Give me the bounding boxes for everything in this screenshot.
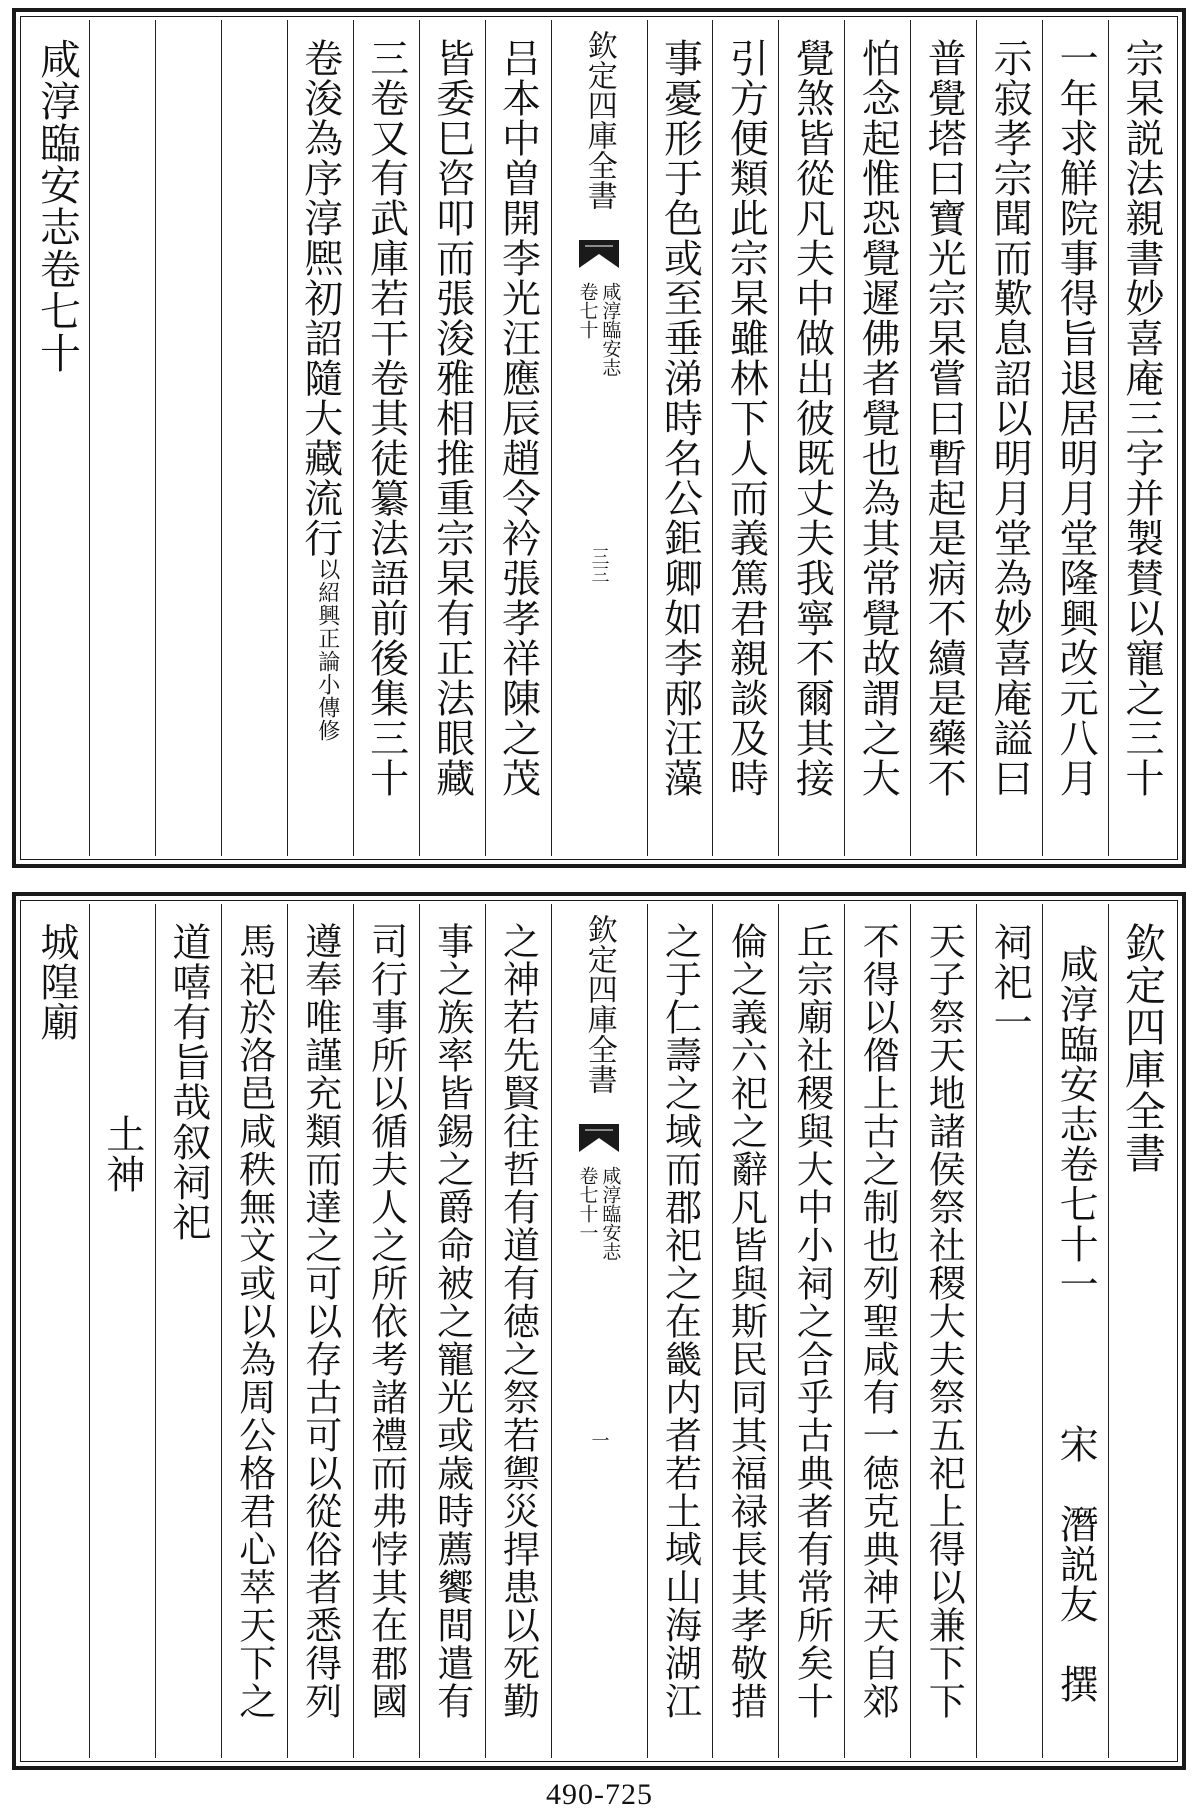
text-column (353, 904, 419, 1758)
text-column (844, 904, 910, 1758)
column-text: 宗杲説法親書妙喜庵三字并製賛以寵之三十 (1119, 38, 1165, 798)
column-text: 天子祭天地諸侯祭社稷大夫祭五祀上得以兼下下 (922, 922, 966, 1720)
page-gutter (551, 20, 647, 856)
text-column (419, 20, 485, 856)
column-text: 之神若先賢往哲有道有徳之祭若禦災捍患以死勤 (496, 922, 540, 1720)
text-column (976, 904, 1042, 1758)
text-column (155, 20, 221, 856)
column-text: 事之族率皆錫之爵命被之寵光或歳時薦饗間遣有 (430, 922, 474, 1720)
text-column (155, 904, 221, 1758)
column-text: 馬祀於洛邑咸秩無文或以為周公格君心萃天下之 (232, 922, 276, 1720)
gutter-book-title: 咸淳臨安志 (599, 1166, 622, 1261)
inline-annotation: 以紹興正論小傳修 (314, 558, 340, 742)
text-column (24, 904, 89, 1758)
column-text: 皆委巳咨叩而張浚雅相推重宗杲有正法眼藏 (429, 38, 475, 798)
column-text: 丘宗廟社稷與大中小祠之合乎古典者有常所矣十 (790, 922, 834, 1720)
bottom-page-columns (24, 904, 1174, 1758)
text-column (353, 20, 419, 856)
text-column (221, 904, 287, 1758)
column-text: 事憂形于色或至垂涕時名公鉅卿如李邴汪藻 (657, 38, 703, 798)
column-text: 三卷又有武庫若干卷其徒纂法語前後集三十 (363, 38, 409, 798)
text-column (89, 20, 155, 856)
column-text: 吕本中曽開李光汪應辰趙令衿張孝祥陳之茂 (495, 38, 541, 798)
text-column (485, 904, 551, 1758)
column-text: 遵奉唯謹充類而達之可以存古可以從俗者悉得列 (298, 922, 342, 1720)
scan-page-number: 490-725 (546, 1778, 653, 1811)
gutter-leaf-number: 一 (588, 1431, 610, 1449)
page-gutter (551, 904, 647, 1758)
column-text: 卷浚為序淳熈初詔隨大藏流行 (297, 38, 343, 558)
gutter-leaf-number: 三三 (588, 547, 610, 583)
column-text: 覺煞皆從凡夫中做出彼既丈夫我寧不爾其接 (789, 38, 835, 798)
text-column (485, 20, 551, 856)
column-text: 司行事所以循夫人之所依考諸禮而弗悖其在郡國 (364, 922, 408, 1720)
volume-end-title: 咸淳臨安志卷七十 (32, 38, 81, 374)
column-text: 示寂孝宗聞而歎息詔以明月堂為妙喜庵謚曰 (987, 38, 1033, 798)
gutter-header: 欽定四庫全書 (581, 914, 617, 1094)
text-column (647, 20, 713, 856)
gutter-book-info (577, 268, 621, 377)
gutter-book-title: 咸淳臨安志 (599, 282, 622, 377)
text-column (89, 904, 155, 1758)
entry-heading: 城隍廟 (33, 922, 79, 1042)
column-text: 道嘻有旨哉叙祠祀 (165, 922, 211, 1242)
text-column (910, 20, 976, 856)
column-text: 怕念起惟恐覺遲佛者覺也為其常覺故謂之大 (855, 38, 901, 798)
text-column (712, 904, 778, 1758)
text-column (647, 904, 713, 1758)
top-page-columns (24, 20, 1174, 856)
text-column (1042, 20, 1108, 856)
gutter-header: 欽定四庫全書 (581, 30, 617, 210)
fishtail-ornament-icon (579, 1124, 619, 1152)
column-text: 引方便類此宗杲雖林下人而義篤君親談及時 (723, 38, 769, 798)
text-column (778, 20, 844, 856)
text-column (1108, 20, 1174, 856)
text-column (24, 20, 89, 856)
text-column (778, 904, 844, 1758)
column-text-with-note (297, 20, 343, 856)
gutter-book-info (577, 1152, 621, 1261)
text-column (419, 904, 485, 1758)
volume-title-author: 咸淳臨安志卷七十一 宋 潛説友 撰 (1053, 944, 1099, 1704)
column-text: 一年求觧院事得旨退居明月堂隆興改元八月 (1053, 38, 1099, 798)
text-column (287, 20, 353, 856)
text-column (1108, 904, 1174, 1758)
column-text: 普覺塔曰寶光宗杲嘗曰暫起是病不續是藥不 (921, 38, 967, 798)
column-text: 倫之義六祀之辭凡皆與斯民同其福禄長其孝敬措 (724, 922, 768, 1720)
text-column (976, 20, 1042, 856)
subsection-heading: 土神 (99, 1034, 145, 1194)
gutter-volume: 卷七十一 (576, 1166, 599, 1242)
column-text: 之于仁壽之域而郡祀之在畿内者若土域山海湖江 (658, 922, 702, 1720)
column-text: 不得以偺上古之制也列聖咸有一徳克典神天自郊 (856, 922, 900, 1720)
bottom-page-frame (12, 892, 1186, 1770)
text-column (844, 20, 910, 856)
gutter-volume: 卷七十 (576, 282, 599, 339)
text-column (712, 20, 778, 856)
book-header-title: 欽定四庫全書 (1118, 922, 1167, 1174)
text-column (910, 904, 976, 1758)
section-heading: 祠祀一 (987, 922, 1033, 1042)
text-column (221, 20, 287, 856)
text-column (1042, 904, 1108, 1758)
fishtail-ornament-icon (579, 240, 619, 268)
text-column (287, 904, 353, 1758)
top-page-frame (12, 8, 1186, 868)
